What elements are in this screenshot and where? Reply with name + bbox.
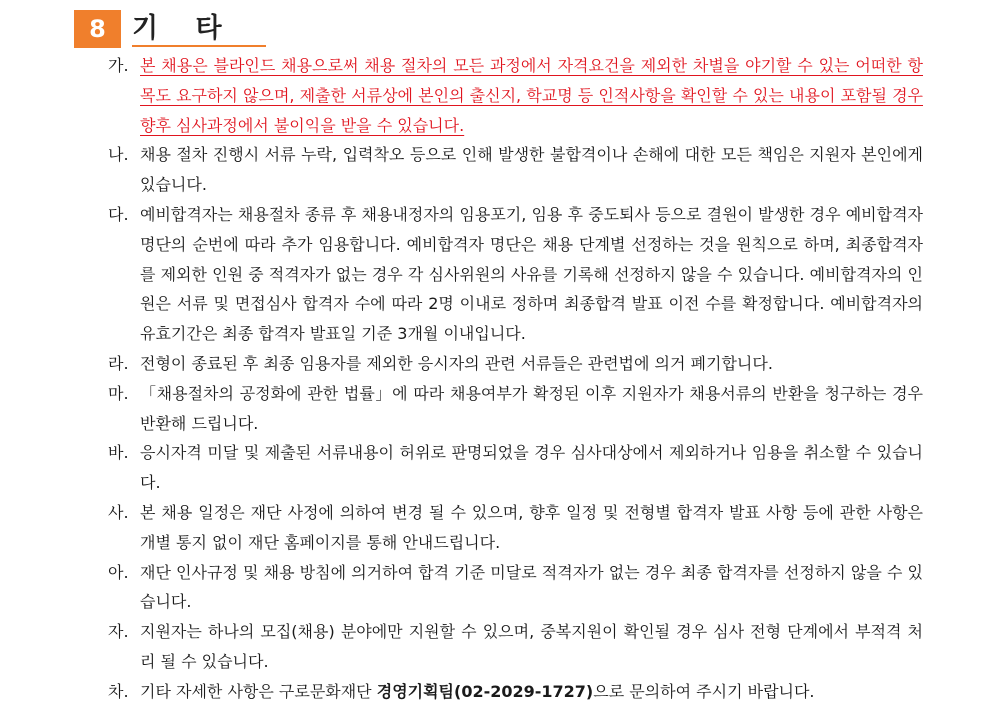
list-item-text: 본 채용은 블라인드 채용으로써 채용 절차의 모든 과정에서 자격요건을 제외한 차별을 야기할 수 있는 어떠한 항목도 요구하지 않으며, 제출한 서류상에 본인의 출신지, 학교명 등 인적사항을 확인할 수 있는 내용이 포함될 경우 향후 심사과정에서 불이익을 받을 수 있습니다. xyxy=(140,56,923,135)
section-title: 기 타 xyxy=(132,13,236,44)
list-item-text: 지원자는 하나의 모집(채용) 분야에만 지원할 수 있으며, 중복지원이 확인될 경우 심사 전형 단계에서 부적격 처리 될 수 있습니다. xyxy=(140,622,923,671)
list-item xyxy=(108,677,923,707)
list-item-text: 전형이 종료된 후 최종 임용자를 제외한 응시자의 관련 서류들은 관련법에 의거 폐기합니다. xyxy=(140,353,773,373)
section-header xyxy=(74,10,266,48)
list-item xyxy=(108,558,923,618)
list-item-marker: 사. xyxy=(108,502,129,522)
list-item-marker: 마. xyxy=(108,383,129,403)
list-item-text: 응시자격 미달 및 제출된 서류내용이 허위로 판명되었을 경우 심사대상에서 제외하거나 임용을 취소할 수 있습니다. xyxy=(140,443,923,493)
list-item-text: 본 채용 일정은 재단 사정에 의하여 변경 될 수 있으며, 향후 일정 및 전형별 합격자 발표 사항 등에 관한 사항은 개별 통지 없이 재단 홈페이지를 통해 안내드립니다. xyxy=(140,502,923,552)
list-item-marker: 바. xyxy=(108,443,129,463)
list-item-marker: 다. xyxy=(108,204,129,224)
list-item xyxy=(108,51,923,140)
list-item xyxy=(108,438,923,498)
list-item xyxy=(108,617,923,677)
list-item-text xyxy=(140,677,923,707)
list-item-text: 「채용절차의 공정화에 관한 법률」에 따라 채용여부가 확정된 이후 지원자가 채용서류의 반환을 청구하는 경우 반환해 드립니다. xyxy=(140,383,923,433)
list-item-marker: 차. xyxy=(108,681,129,701)
list-item xyxy=(108,349,923,379)
list-item-marker: 라. xyxy=(108,353,129,373)
list-item-marker: 가. xyxy=(108,56,129,75)
section-number-badge: 8 xyxy=(74,10,121,48)
list-item-text: 예비합격자는 채용절차 종류 후 채용내정자의 임용포기, 임용 후 중도퇴사 등으로 결원이 발생한 경우 예비합격자 명단의 순번에 따라 추가 임용합니다. 예비합격자 명단은 채용 단계별 선정하는 것을 원칙으로 하며, 최종합격자를 제외한 인원 중 적격자가 없는 경우 각 심사위원의 사유를 기록해 선정하지 않을 수 있습니다. 예비합격자의 인원은 서류 및 면접심사 합격자 수에 따라 2명 이내로 정하며 최종합격 발표 이전 수를 확정합니다. 예비합격자의 유효기간은 최종 합격자 발표일 기준 3개월 이내입니다. xyxy=(140,204,923,344)
list-item xyxy=(108,140,923,200)
list-item-marker: 자. xyxy=(108,622,129,642)
list-item-text: 재단 인사규정 및 채용 방침에 의거하여 합격 기준 미달로 적격자가 없는 경우 최종 합격자를 선정하지 않을 수 있습니다. xyxy=(140,562,923,612)
list-item xyxy=(108,200,923,349)
contact-text-before: 기타 자세한 사항은 구로문화재단 xyxy=(140,681,377,701)
list-item-marker: 나. xyxy=(108,145,129,165)
section-title-underline xyxy=(132,45,266,47)
list-item xyxy=(108,498,923,558)
list-item xyxy=(108,379,923,439)
contact-team-phone: 경영기획팀(02-2029-1727) xyxy=(376,681,594,701)
list-item-marker: 아. xyxy=(108,562,129,582)
notice-list xyxy=(108,51,923,707)
list-item-text: 채용 절차 진행시 서류 누락, 입력착오 등으로 인해 발생한 불합격이나 손해에 대한 모든 책임은 지원자 본인에게 있습니다. xyxy=(140,145,923,195)
contact-text-after: 으로 문의하여 주시기 바랍니다. xyxy=(593,681,815,701)
